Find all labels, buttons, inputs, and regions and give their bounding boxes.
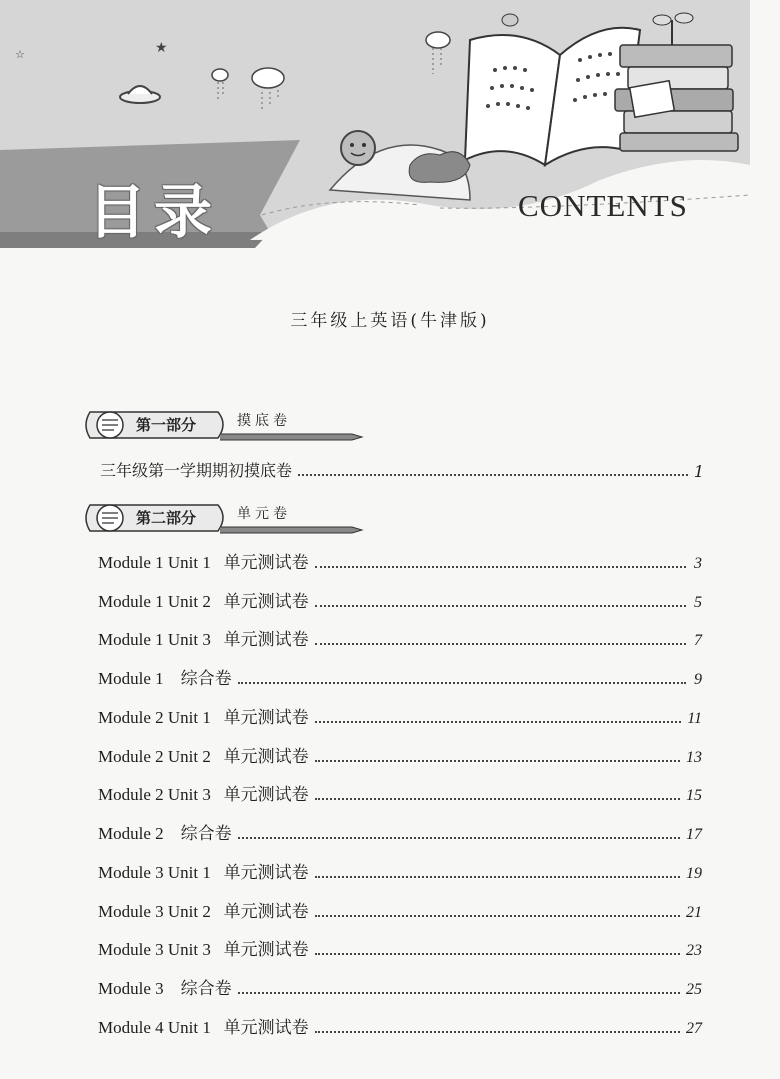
toc-entry-page: 5 [694, 594, 702, 611]
toc-entry[interactable] [98, 779, 702, 805]
leader-dots [315, 915, 680, 917]
toc-entry-label: Module 2 综合卷 [98, 824, 232, 843]
toc-entry[interactable] [98, 547, 702, 573]
leader-dots [315, 1031, 680, 1033]
toc-entry-label: Module 3 Unit 2 单元测试卷 [98, 902, 309, 921]
leader-dots [315, 876, 680, 878]
toc-entry-page: 13 [686, 749, 702, 766]
toc-entry[interactable] [98, 857, 702, 883]
toc-entry-page: 9 [694, 671, 702, 688]
toc-entry-label: Module 3 综合卷 [98, 979, 232, 998]
toc-entry-page: 7 [694, 632, 702, 649]
toc-entry-page: 25 [686, 981, 702, 998]
toc-entry[interactable] [98, 702, 702, 728]
toc-entry-page: 3 [694, 555, 702, 572]
section-name: 单元卷 [237, 506, 291, 522]
toc-entry-label: Module 2 Unit 1 单元测试卷 [98, 708, 309, 727]
toc-entry-label: Module 1 综合卷 [98, 669, 232, 688]
leader-dots [238, 682, 686, 684]
star-icon: ☆ [15, 48, 25, 61]
bird-icon [502, 14, 518, 26]
toc-entry-page: 17 [686, 826, 702, 843]
toc-entry[interactable] [98, 896, 702, 922]
section-banner [80, 408, 370, 442]
leader-dots [315, 605, 686, 607]
section-header-part1 [80, 408, 370, 442]
toc-entry-page: 15 [686, 787, 702, 804]
toc-entry[interactable] [98, 934, 702, 960]
section-banner [80, 501, 370, 535]
leader-dots [238, 992, 680, 994]
toc-entry-label: 三年级第一学期期初摸底卷 [100, 461, 293, 480]
leader-dots [315, 760, 680, 762]
leader-dots [315, 566, 686, 568]
toc-entry-page: 27 [686, 1020, 702, 1037]
section-name: 摸底卷 [237, 413, 291, 429]
toc-entry-label: Module 2 Unit 3 单元测试卷 [98, 785, 309, 804]
toc-entry-label: Module 4 Unit 1 单元测试卷 [98, 1018, 309, 1037]
book-subtitle: 三年级上英语(牛津版) [290, 311, 490, 331]
toc-entry[interactable] [98, 586, 702, 612]
toc-entry[interactable] [98, 1012, 702, 1038]
section-header-part2 [80, 501, 370, 535]
toc-entry-page: 1 [693, 462, 704, 481]
toc-entry-page: 23 [686, 942, 702, 959]
toc-entry-label: Module 2 Unit 2 单元测试卷 [98, 747, 309, 766]
toc-entry-label: Module 1 Unit 3 单元测试卷 [98, 630, 309, 649]
toc-entry[interactable] [98, 818, 702, 844]
leader-dots [238, 837, 680, 839]
page-title-en: CONTENTS [518, 188, 688, 223]
star-icon: ★ [155, 40, 168, 56]
leader-dots [315, 953, 680, 955]
toc-entry-label: Module 1 Unit 1 单元测试卷 [98, 553, 309, 572]
leader-dots [298, 474, 688, 476]
leader-dots [315, 643, 686, 645]
sun-icon [341, 131, 375, 165]
toc-entry-label: Module 1 Unit 2 单元测试卷 [98, 592, 309, 611]
toc-entry[interactable] [98, 663, 702, 689]
page-title-cn: 目录 [88, 178, 221, 246]
toc-entry-page: 11 [687, 710, 702, 727]
header-banner [0, 0, 780, 260]
leader-dots [315, 721, 682, 723]
badge-icon [630, 81, 675, 117]
leader-dots [315, 798, 680, 800]
toc-entry[interactable] [100, 455, 704, 481]
toc-entry[interactable] [98, 973, 702, 999]
section-label: 第一部分 [136, 416, 197, 434]
toc-entry[interactable] [98, 624, 702, 650]
section-label: 第二部分 [136, 509, 197, 527]
toc-entry-page: 21 [686, 904, 702, 921]
toc-entry-label: Module 3 Unit 3 单元测试卷 [98, 940, 309, 959]
toc-entry-page: 19 [686, 865, 702, 882]
toc-entry-label: Module 3 Unit 1 单元测试卷 [98, 863, 309, 882]
toc-entry[interactable] [98, 741, 702, 767]
